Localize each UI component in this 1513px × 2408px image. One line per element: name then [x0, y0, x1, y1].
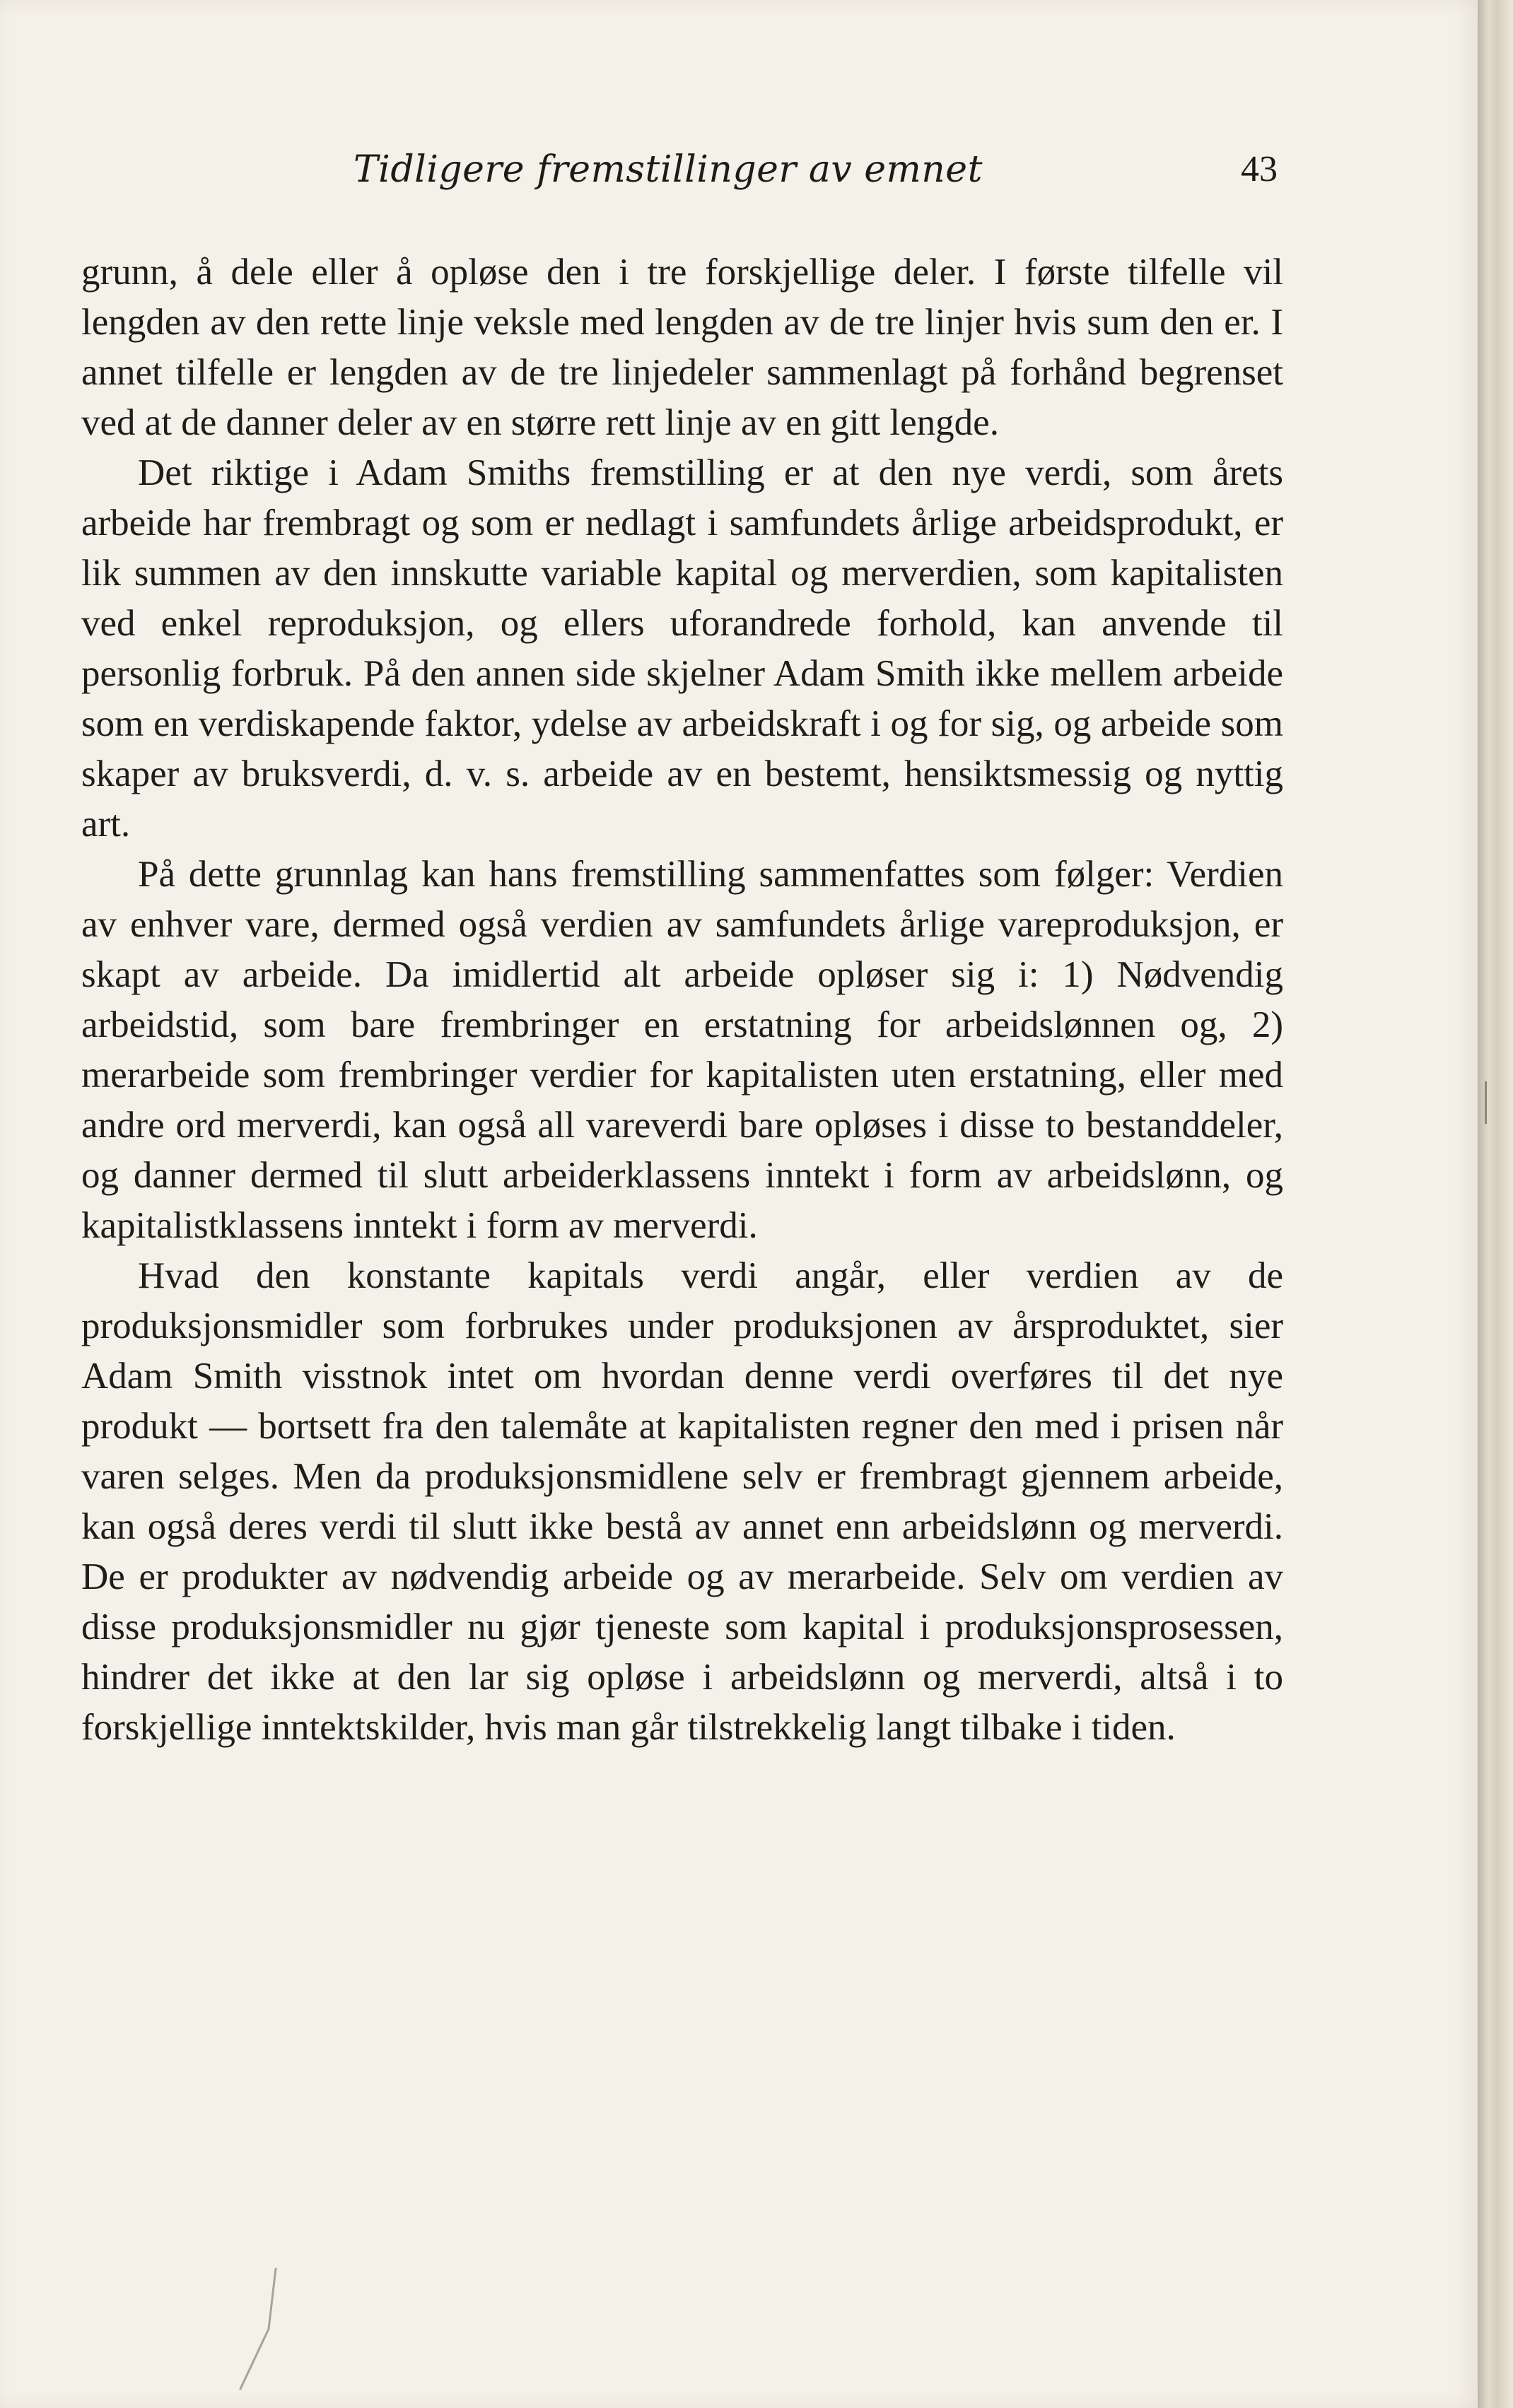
- pencil-mark: [226, 2262, 311, 2396]
- body-text: [81, 247, 1283, 1753]
- page-edge: [1478, 0, 1513, 2408]
- running-head: [0, 141, 1478, 198]
- paragraph: Det riktige i Adam Smiths fremstilling er at den nye verdi, som årets arbeide har frembragt og som er nedlagt i samfundets årlige arbeidsprodukt, er lik summen av den innskutte variable kapital og merverdien, som kapitalisten ved enkel reproduksjon, og ellers uforandrede forhold, kan anvende til personlig forbruk. På den annen side skjelner Adam Smith ikke mellem arbeide som en verdiskapende faktor, ydelse av arbeidskraft i og for sig, og arbeide som skaper av bruksverdi, d. v. s. arbeide av en bestemt, hensiktsmessig og nyttig art.: [81, 452, 1283, 845]
- paragraph-continued: grunn, å dele eller å opløse den i tre forskjellige deler. I første tilfelle vil lengden av den rette linje veksle med lengden av de tre linjer hvis sum den er. I annet tilfelle er lengden av de tre linjedeler sammenlagt på forhånd begrenset ved at de danner deler av en større rett linje av en gitt lengde.: [81, 252, 1283, 443]
- margin-mark: [1485, 1081, 1487, 1124]
- page-number: 43: [1241, 149, 1278, 189]
- paragraph: På dette grunnlag kan hans fremstilling sammenfattes som følger: Verdien av enhver vare, dermed også verdien av samfundets årlige vareproduksjon, er skapt av arbeide. Da imidlertid alt arbeide opløser sig i: 1) Nødvendig arbeidstid, som bare frembringer en erstatning for arbeidslønnen og, 2) merarbeide som frembringer verdier for kapitalisten uten erstatning, eller med andre ord merverdi, kan også all vareverdi bare opløses i disse to bestanddeler, og danner dermed til slutt arbeiderklassens inntekt i form av arbeidslønn, og kapitalistklassens inntekt i form av merverdi.: [81, 854, 1283, 1246]
- paragraph: Hvad den konstante kapitals verdi angår, eller verdien av de produksjonsmidler som forbrukes under produksjonen av årsproduktet, sier Adam Smith visstnok intet om hvordan denne verdi overføres til det nye produkt — bortsett fra den talemåte at kapitalisten regner den med i prisen når varen selges. Men da produksjonsmidlene selv er frembragt gjennem arbeide, kan også deres verdi til slutt ikke bestå av annet enn arbeidslønn og merverdi. De er produkter av nødvendig arbeide og av merarbeide. Selv om verdien av disse produksjonsmidler nu gjør tjeneste som kapital i produksjonsprosessen, hindrer det ikke at den lar sig opløse i arbeidslønn og merverdi, altså i to forskjellige inntektskilder, hvis man går tilstrekkelig langt tilbake i tiden.: [81, 1255, 1283, 1748]
- running-title: Tidligere fremstillinger av emnet: [354, 148, 983, 191]
